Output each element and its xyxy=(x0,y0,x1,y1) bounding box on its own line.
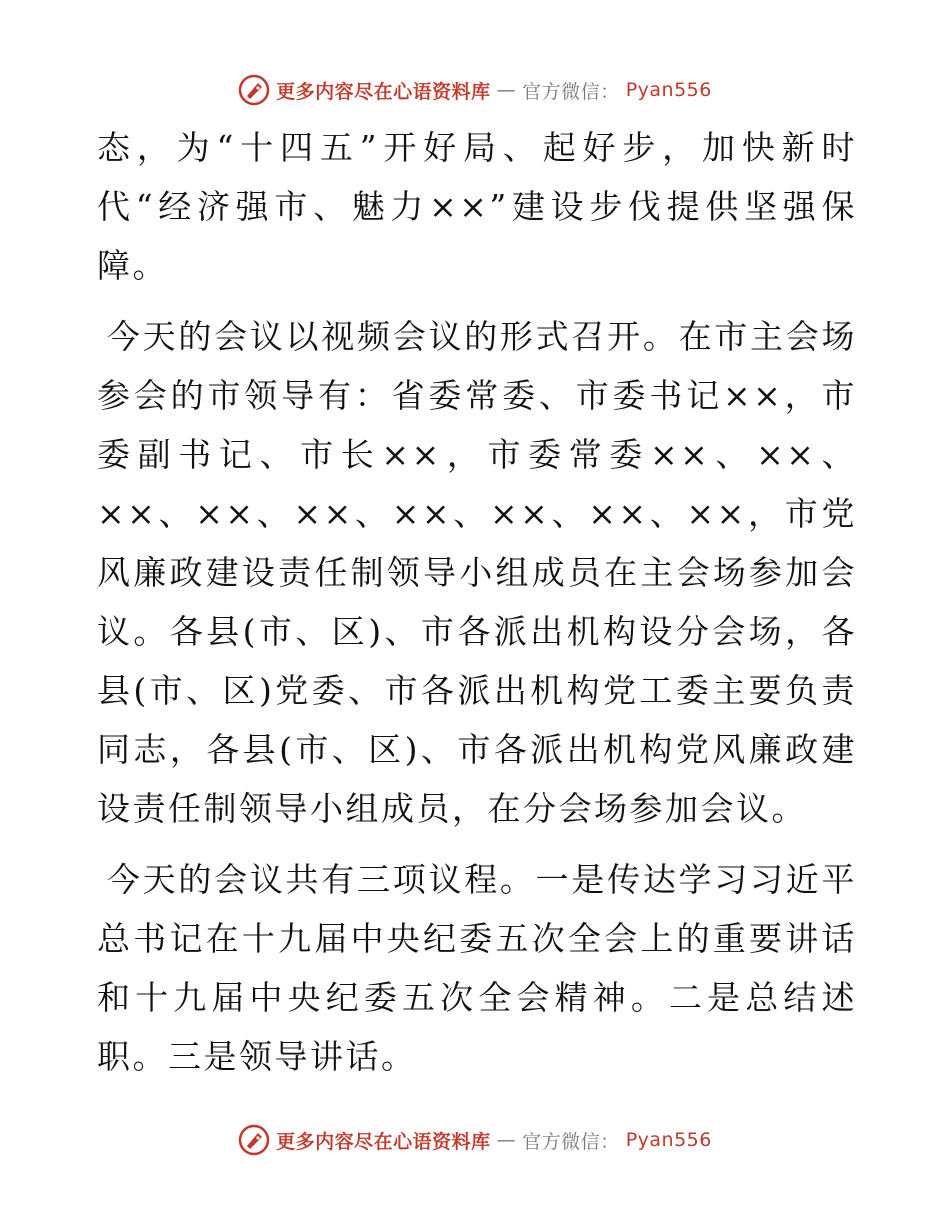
paragraph-attendees: 今天的会议以视频会议的形式召开。在市主会场参会的市领导有：省委常委、市委书记××，市委副书记、市长××，市委常委××、××、××、××、××、××、××、××、××，市党风廉政建设责任制领导小组成员在主会场参加会议。各县(市、区)、市各派出机构设分会场，各县(市、区)党委、市各派出机构党工委主要负责同志，各县(市、区)、市各派出机构党风廉政建设责任制领导小组成员，在分会场参加会议。 xyxy=(97,317,857,828)
watermark-wechat-id: Pyan556 xyxy=(625,79,712,101)
watermark-wechat-label: 官方微信： xyxy=(522,1130,620,1153)
header-watermark xyxy=(0,70,950,110)
paragraph-agenda: 今天的会议共有三项议程。一是传达学习习近平总书记在十九届中央纪委五次全会上的重要讲话和十九届中央纪委五次全会精神。二是总结述职。三是领导讲话。 xyxy=(97,860,857,1076)
watermark-wechat-label: 官方微信： xyxy=(522,80,620,103)
paragraph-continuation: 态，为“十四五”开好局、起好步，加快新时代“经济强市、魅力××”建设步伐提供坚强保障。 xyxy=(97,128,857,285)
pen-nib-logo-icon xyxy=(238,74,270,106)
watermark-dash: — xyxy=(496,79,517,101)
watermark-site-name: 更多内容尽在心语资料库 xyxy=(276,80,491,103)
footer-watermark xyxy=(0,1120,950,1160)
document-body xyxy=(97,118,857,1086)
watermark-dash: — xyxy=(496,1129,517,1151)
watermark-site-name: 更多内容尽在心语资料库 xyxy=(276,1130,491,1153)
watermark-wechat-id: Pyan556 xyxy=(625,1129,712,1151)
pen-nib-logo-icon xyxy=(238,1124,270,1156)
